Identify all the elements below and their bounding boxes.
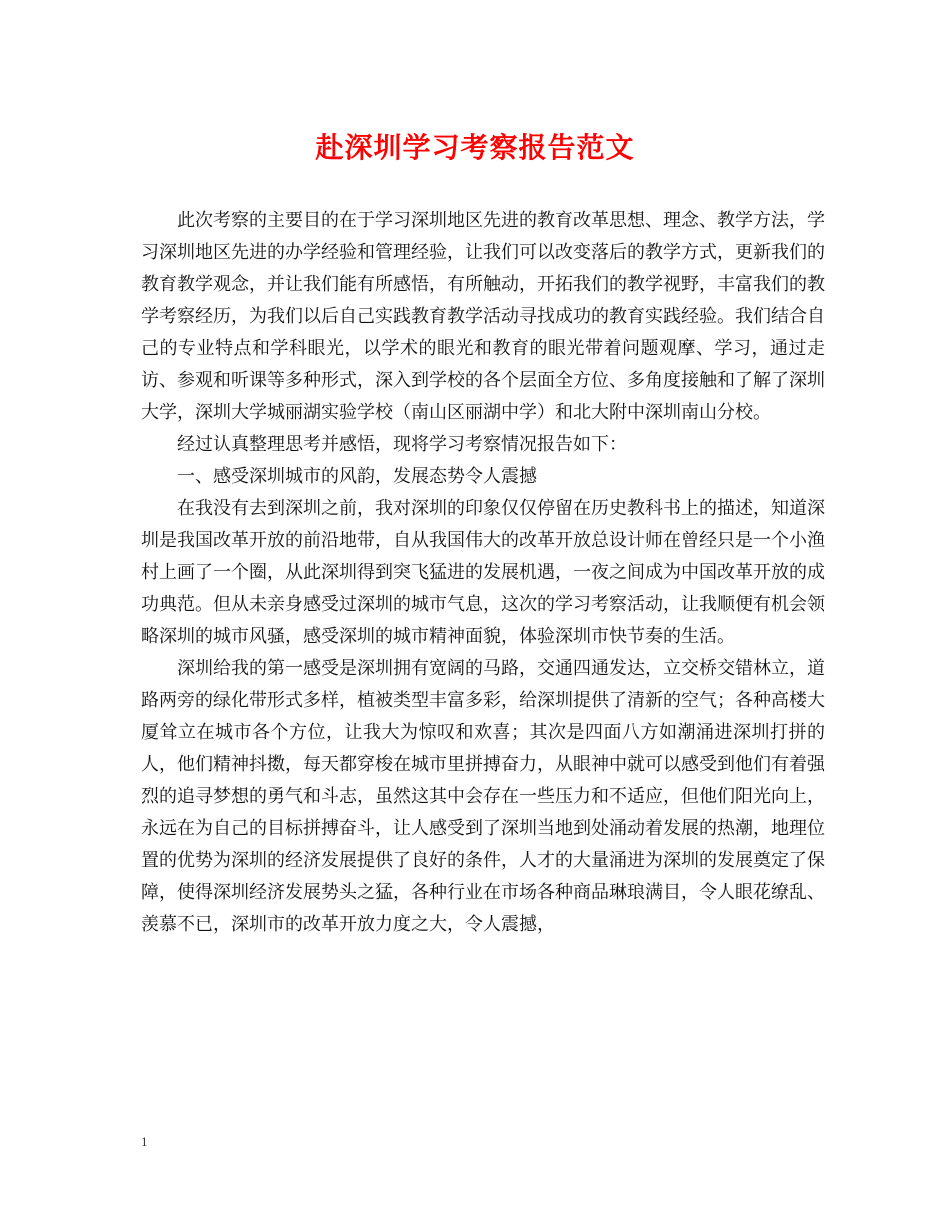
paragraph-summary-lead: 经过认真整理思考并感悟，现将学习考察情况报告如下： — [177, 434, 627, 455]
section-heading-1: 一、感受深圳城市的风韵，发展态势令人震撼 — [177, 466, 537, 487]
paragraph-impression: 在我没有去到深圳之前，我对深圳的印象仅仅停留在历史教科书上的描述，知道深圳是我国改革开放的前沿地带，自从我国伟大的改革开放总设计师在曾经只是一个小渔村上画了一个圈，从此深圳得到突飞猛进的发展机遇，一夜之间成为中国改革开放的成功典范。但从未亲身感受过深圳的城市气息，这次的学习考察活动，让我顺便有机会领略深圳的城市风骚，感受深圳的城市精神面貌，体验深圳市快节奏的生活。 — [141, 498, 825, 647]
paragraph-first-feeling: 深圳给我的第一感受是深圳拥有宽阔的马路，交通四通发达，立交桥交错林立，道路两旁的绿化带形式多样，植被类型丰富多彩，给深圳提供了清新的空气；各种高楼大厦耸立在城市各个方位，让我大为惊叹和欢喜；其次是四面八方如潮涌进深圳打拼的人，他们精神抖擞，每天都穿梭在城市里拼搏奋力，从眼神中就可以感受到他们有着强烈的追寻梦想的勇气和斗志，虽然这其中会存在一些压力和不适应，但他们阳光向上，永远在为自己的目标拼搏奋斗，让人感受到了深圳当地到处涌动着发展的热潮，地理位置的优势为深圳的经济发展提供了良好的条件，人才的大量涌进为深圳的发展奠定了保障，使得深圳经济发展势头之猛，各种行业在市场各种商品琳琅满目，令人眼花缭乱、羡慕不已，深圳市的改革开放力度之大，令人震撼， — [141, 658, 825, 935]
paragraph-intro: 此次考察的主要目的在于学习深圳地区先进的教育改革思想、理念、教学方法，学习深圳地区先进的办学经验和管理经验，让我们可以改变落后的教学方式，更新我们的教育教学观念，并让我们能有所感悟，有所触动，开拓我们的教学视野，丰富我们的教学考察经历，为我们以后自己实践教育教学活动寻找成功的教育实践经验。我们结合自己的专业特点和学科眼光，以学术的眼光和教育的眼光带着问题观摩、学习，通过走访、参观和听课等多种形式，深入到学校的各个层面全方位、多角度接触和了解了深圳大学，深圳大学城丽湖实验学校（南山区丽湖中学）和北大附中深圳南山分校。 — [141, 210, 825, 423]
page-number: 1 — [141, 1134, 148, 1149]
document-title: 赴深圳学习考察报告范文 — [315, 131, 635, 164]
document-body — [141, 205, 825, 941]
